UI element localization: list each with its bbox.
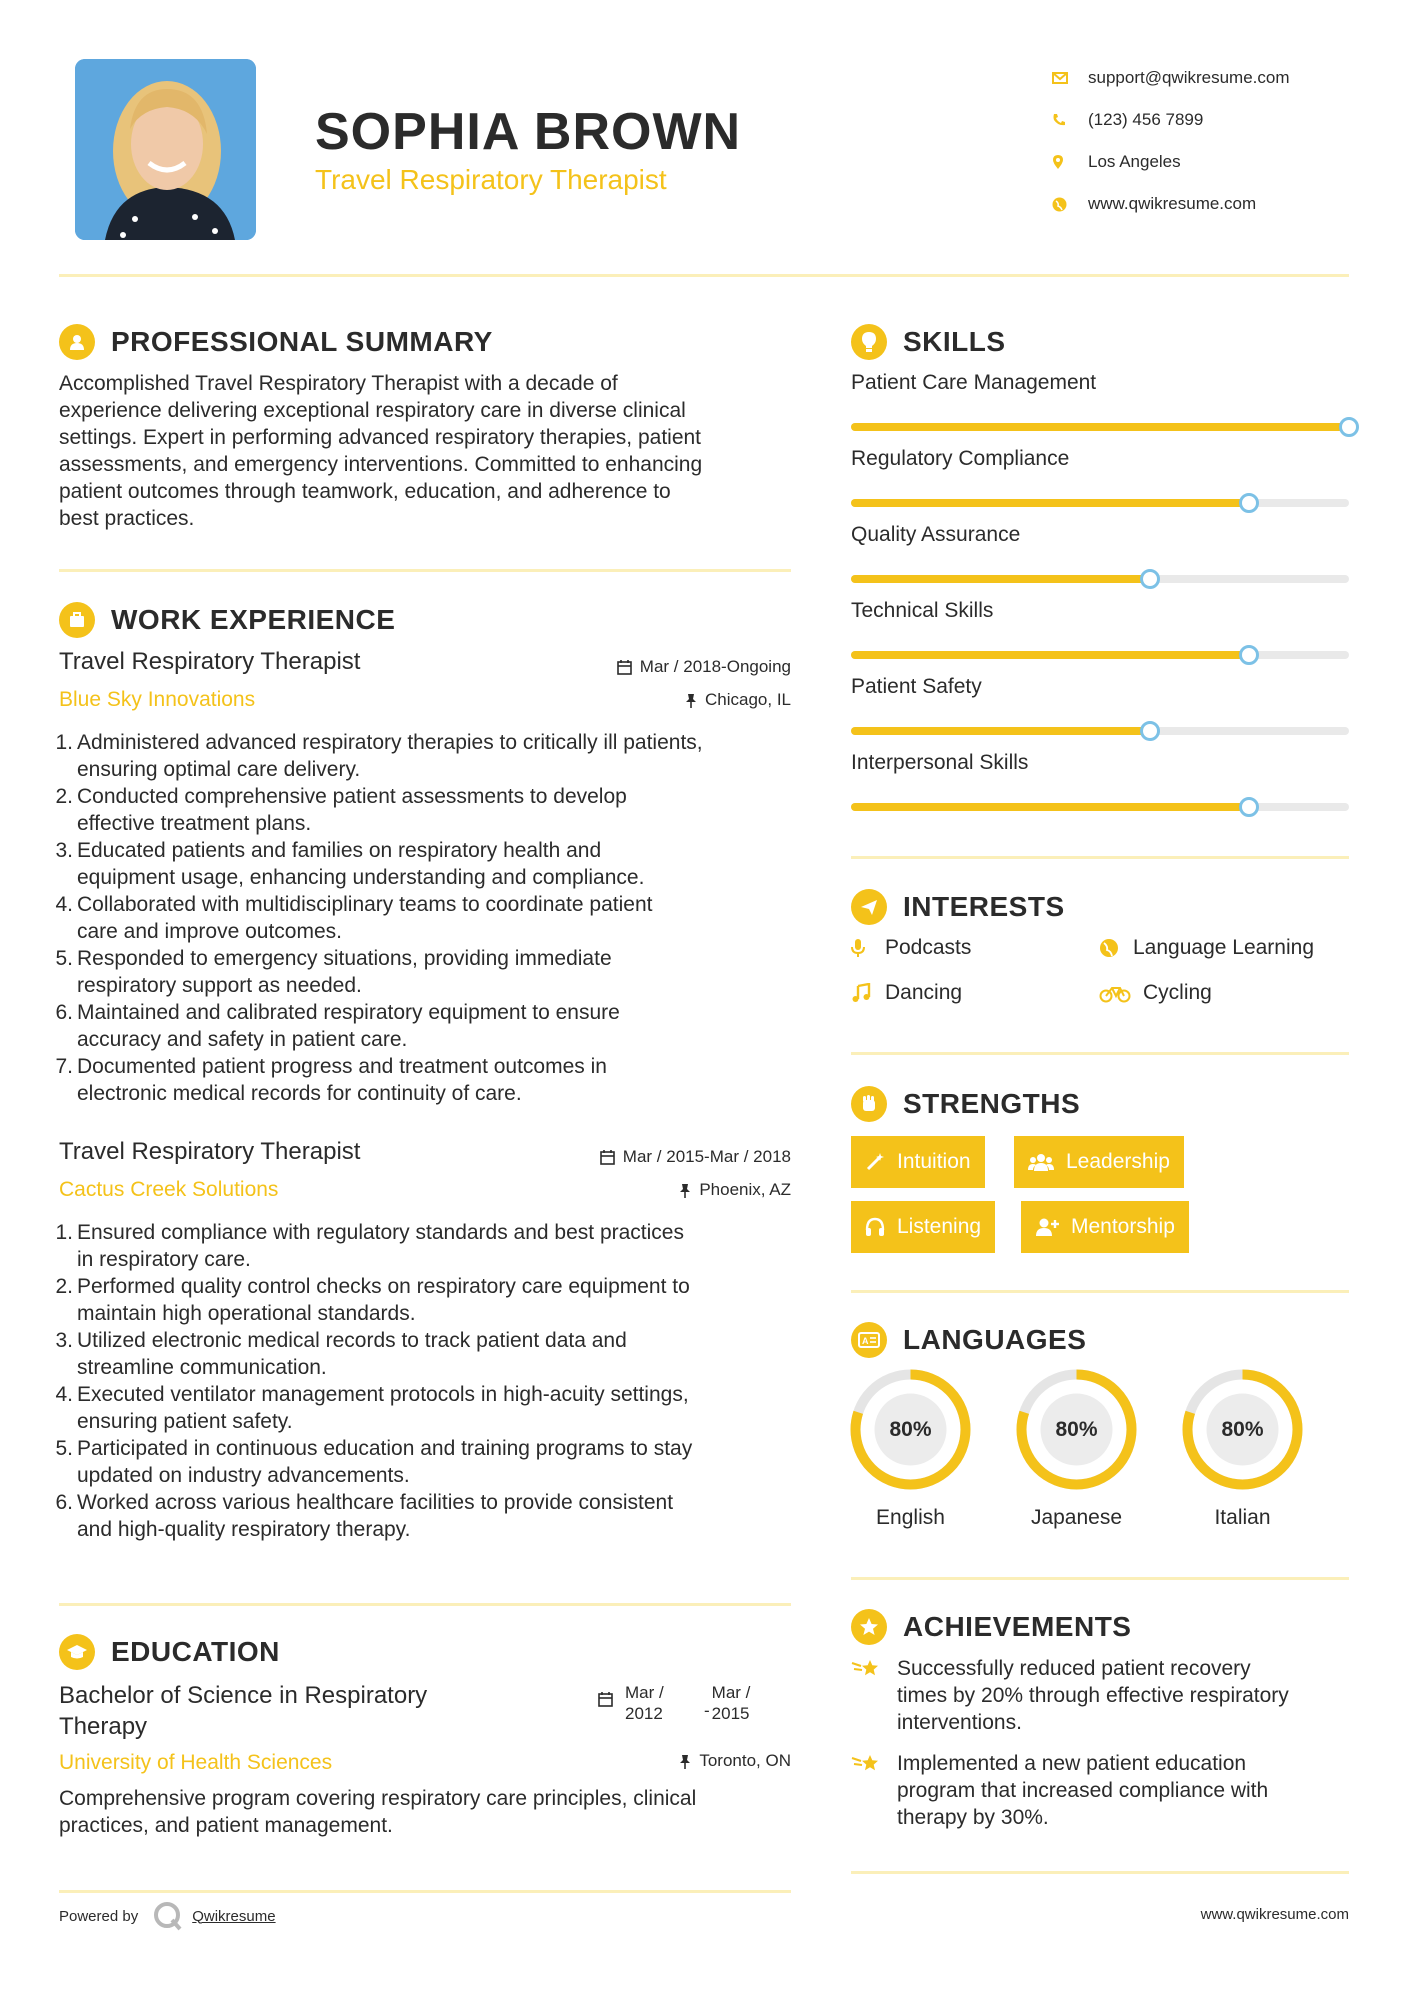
qwikresume-link[interactable]: Qwikresume: [192, 1907, 276, 1925]
skill-name: Interpersonal Skills: [851, 751, 1029, 774]
candidate-role: Travel Respiratory Therapist: [315, 164, 667, 195]
education-divider: [59, 1890, 791, 1893]
skill-slider-handle[interactable]: [1239, 493, 1259, 513]
skill-slider-handle[interactable]: [1140, 721, 1160, 741]
paper-plane-icon: [851, 889, 887, 925]
skill-item: [851, 523, 1349, 583]
education-start-date: Mar / 2012: [625, 1683, 664, 1723]
powered-by-label: Powered by: [59, 1907, 139, 1925]
pushpin-icon: [685, 693, 697, 708]
strength-tag: [851, 1201, 995, 1253]
language-percent: 80%: [889, 1417, 932, 1441]
contact-website[interactable]: [1050, 183, 1290, 225]
profile-photo-image: [75, 59, 256, 240]
education-title: EDUCATION: [111, 1636, 280, 1667]
contact-website-text: www.qwikresume.com: [1088, 194, 1257, 213]
job-2-location-text: Phoenix, AZ: [699, 1180, 791, 1199]
list-item: 5. Responded to emergency situations, providing immediate respiratory support as needed.: [55, 947, 612, 997]
list-item: 4. Executed ventilator management protocols in high-acuity settings, ensuring patient safety.: [55, 1383, 689, 1433]
list-item: 6. Maintained and calibrated respiratory equipment to ensure accuracy and safety in patient care.: [55, 1001, 620, 1051]
summary-line: Accomplished Travel Respiratory Therapist with a decade of: [59, 372, 618, 395]
achievement-item: [851, 1750, 1349, 1831]
skill-slider-handle[interactable]: [1239, 797, 1259, 817]
achievement-text: Implemented a new patient education program that increased compliance with therapy by 30%.: [897, 1752, 1269, 1829]
education-end-date: - Mar / 2015: [704, 1683, 751, 1723]
interests-divider: [851, 1052, 1349, 1055]
strengths-divider: [851, 1290, 1349, 1293]
list-item: 2. Performed quality control checks on respiratory care equipment to maintain high operational standards.: [55, 1275, 690, 1325]
skill-bar: [851, 803, 1349, 811]
microphone-icon: [851, 938, 885, 958]
interest-label: Cycling: [1143, 981, 1212, 1004]
contact-location-text: Los Angeles: [1088, 152, 1181, 171]
language-icon: [851, 1322, 887, 1358]
achievements-heading: [851, 1609, 1131, 1645]
summary-line: experience delivering exceptional respiratory care in diverse clinical: [59, 399, 686, 422]
language-ring: [1180, 1367, 1305, 1492]
work-title: WORK EXPERIENCE: [111, 604, 396, 635]
candidate-name: SOPHIA BROWN: [315, 103, 742, 161]
language-percent: 80%: [1221, 1417, 1264, 1441]
interest-item: [851, 981, 962, 1005]
footer-website[interactable]: www.qwikresume.com: [1200, 1906, 1349, 1923]
languages-divider: [851, 1577, 1349, 1580]
star-icon: [851, 1609, 887, 1645]
strength-tag: [1021, 1201, 1189, 1253]
shooting-star-icon: [851, 1655, 897, 1736]
user-icon: [59, 324, 95, 360]
skill-bar-fill: [851, 499, 1249, 507]
calendar-icon: [617, 660, 632, 675]
contact-location: [1050, 141, 1290, 183]
skills-title: SKILLS: [903, 326, 1006, 357]
list-item: 3. Educated patients and families on respiratory health and equipment usage, enhancing understanding and compliance.: [55, 839, 645, 889]
summary-line: best practices.: [59, 507, 195, 530]
job-1-date: [560, 657, 791, 677]
job-1-date-text: Mar / 2018-Ongoing: [639, 657, 791, 676]
strength-label: Mentorship: [1071, 1215, 1175, 1238]
skill-item: [851, 599, 1349, 659]
user-plus-icon: [1035, 1217, 1059, 1237]
strength-label: Intuition: [897, 1150, 971, 1173]
interest-item: [851, 936, 971, 960]
achievement-text: Successfully reduced patient recovery times by 20% through effective respiratory interventions.: [897, 1657, 1289, 1734]
skill-item: [851, 447, 1349, 507]
skill-bar-fill: [851, 575, 1150, 583]
job-1-duties: [55, 729, 800, 1107]
job-1-location: [560, 690, 791, 710]
strength-tag: [1014, 1136, 1184, 1188]
interests-heading: [851, 889, 1065, 925]
list-item: 5. Participated in continuous education and training programs to stay updated on industry advancements.: [55, 1437, 693, 1487]
contact-email[interactable]: [1050, 57, 1290, 99]
work-heading: [59, 602, 395, 638]
education-heading: [59, 1634, 280, 1670]
achievements-title: ACHIEVEMENTS: [903, 1611, 1132, 1642]
language-item: [848, 1367, 973, 1530]
lightbulb-icon: [851, 324, 887, 360]
shooting-star-icon: [851, 1750, 897, 1831]
interest-label: Podcasts: [885, 936, 972, 959]
job-2-title: Travel Respiratory Therapist: [59, 1138, 361, 1165]
music-note-icon: [851, 983, 885, 1003]
job-1-location-text: Chicago, IL: [705, 690, 791, 709]
globe-icon: [1050, 197, 1088, 212]
interest-label: Dancing: [885, 981, 963, 1004]
skill-item: [851, 371, 1349, 431]
skill-bar: [851, 423, 1349, 431]
language-name: Japanese: [1030, 1506, 1123, 1529]
skill-name: Quality Assurance: [851, 523, 1021, 546]
job-1-title: Travel Respiratory Therapist: [59, 648, 361, 675]
skill-name: Regulatory Compliance: [851, 447, 1070, 470]
strength-label: Leadership: [1066, 1150, 1170, 1173]
pushpin-icon: [679, 1183, 691, 1198]
list-item: 4. Collaborated with multidisciplinary teams to coordinate patient care and improve outcomes.: [55, 893, 653, 943]
language-ring: [1014, 1367, 1139, 1492]
summary-line: settings. Expert in performing advanced respiratory therapies, patient: [59, 426, 702, 449]
list-item: 3. Utilized electronic medical records to track patient data and streamline communication.: [55, 1329, 627, 1379]
skill-bar: [851, 575, 1349, 583]
interest-item: [1099, 936, 1314, 960]
header-divider: [59, 274, 1349, 277]
skills-divider: [851, 856, 1349, 859]
list-item: 1. Ensured compliance with regulatory standards and best practices in respiratory care.: [55, 1221, 684, 1271]
graduation-cap-icon: [59, 1634, 95, 1670]
degree-title: Bachelor of Science in Respiratory Therapy: [59, 1682, 428, 1740]
skill-bar: [851, 727, 1349, 735]
language-percent: 80%: [1055, 1417, 1098, 1441]
achievements-divider: [851, 1871, 1349, 1874]
bicycle-icon: [1099, 983, 1143, 1003]
language-name: Italian: [1214, 1506, 1271, 1529]
summary-title: PROFESSIONAL SUMMARY: [111, 326, 493, 357]
list-item: 7. Documented patient progress and treatment outcomes in electronic medical records for continuity of care.: [55, 1055, 607, 1105]
list-item: 2. Conducted comprehensive patient assessments to develop effective treatment plans.: [55, 785, 627, 835]
users-icon: [1028, 1152, 1054, 1172]
job-2-location: [560, 1180, 791, 1200]
skill-name: Patient Safety: [851, 675, 982, 698]
calendar-icon: [598, 1692, 613, 1712]
briefcase-icon: [59, 602, 95, 638]
education-location-text: Toronto, ON: [699, 1751, 791, 1770]
skill-bar: [851, 499, 1349, 507]
job-2-date: [540, 1147, 791, 1167]
map-pin-icon: [1050, 154, 1088, 170]
strength-tag: [851, 1136, 985, 1188]
achievement-item: [851, 1655, 1349, 1736]
skill-bar-fill: [851, 651, 1249, 659]
skill-bar: [851, 651, 1349, 659]
skills-heading: [851, 324, 1006, 360]
strengths-title: STRENGTHS: [903, 1088, 1081, 1119]
education-location: [560, 1751, 791, 1771]
svg-text:A: A: [862, 1336, 869, 1346]
qwikresume-logo-icon: [152, 1900, 184, 1932]
language-name: English: [876, 1506, 945, 1529]
job-2-company: Cactus Creek Solutions: [59, 1178, 279, 1201]
skill-bar-fill: [851, 727, 1150, 735]
skill-item: [851, 675, 1349, 735]
language-item: [1180, 1367, 1305, 1530]
list-item: 6. Worked across various healthcare facilities to provide consistent and high-quality respiratory therapy.: [55, 1491, 674, 1541]
school-name: University of Health Sciences: [59, 1751, 333, 1774]
skill-item: [851, 751, 1349, 811]
phone-icon: [1050, 113, 1088, 127]
magic-wand-icon: [865, 1152, 885, 1172]
fist-icon: [851, 1086, 887, 1122]
strength-label: Listening: [897, 1215, 982, 1238]
summary-line: assessments, and emergency interventions. Committed to enhancing: [59, 453, 703, 476]
skill-bar-fill: [851, 803, 1249, 811]
summary-divider: [59, 569, 791, 572]
globe-icon: [1099, 938, 1133, 958]
summary-line: patient outcomes through teamwork, education, and adherence to: [59, 480, 671, 503]
contact-email-text: support@qwikresume.com: [1088, 68, 1290, 87]
skill-slider-handle[interactable]: [1239, 645, 1259, 665]
skill-slider-handle[interactable]: [1140, 569, 1160, 589]
contact-list: [1050, 57, 1290, 225]
interest-item: [1099, 981, 1212, 1005]
interests-title: INTERESTS: [903, 891, 1065, 922]
profile-photo: [75, 59, 256, 240]
envelope-icon: [1050, 72, 1088, 84]
language-ring: [848, 1367, 973, 1492]
languages-title: LANGUAGES: [903, 1324, 1087, 1355]
job-1-company: Blue Sky Innovations: [59, 688, 256, 711]
interest-label: Language Learning: [1133, 936, 1315, 959]
skill-name: Technical Skills: [851, 599, 994, 622]
languages-heading: [851, 1322, 1086, 1358]
job-2-duties: [55, 1219, 800, 1543]
contact-phone[interactable]: [1050, 99, 1290, 141]
strengths-heading: [851, 1086, 1080, 1122]
job-2-date-text: Mar / 2015-Mar / 2018: [622, 1147, 791, 1166]
summary-text: [59, 370, 799, 532]
summary-heading: [59, 324, 493, 360]
skill-slider-handle[interactable]: [1339, 417, 1359, 437]
calendar-icon: [600, 1150, 615, 1165]
skill-name: Patient Care Management: [851, 371, 1097, 394]
contact-phone-text: (123) 456 7899: [1088, 110, 1204, 129]
list-item: 1. Administered advanced respiratory therapies to critically ill patients, ensuring optimal care delivery.: [55, 731, 703, 781]
education-description: Comprehensive program covering respiratory care principles, clinical practices, and patient management.: [59, 1787, 697, 1837]
skill-bar-fill: [851, 423, 1349, 431]
headphones-icon: [865, 1217, 885, 1237]
footer-branding: [59, 1900, 276, 1932]
pushpin-icon: [679, 1754, 691, 1769]
language-item: [1014, 1367, 1139, 1530]
work-divider: [59, 1603, 791, 1606]
